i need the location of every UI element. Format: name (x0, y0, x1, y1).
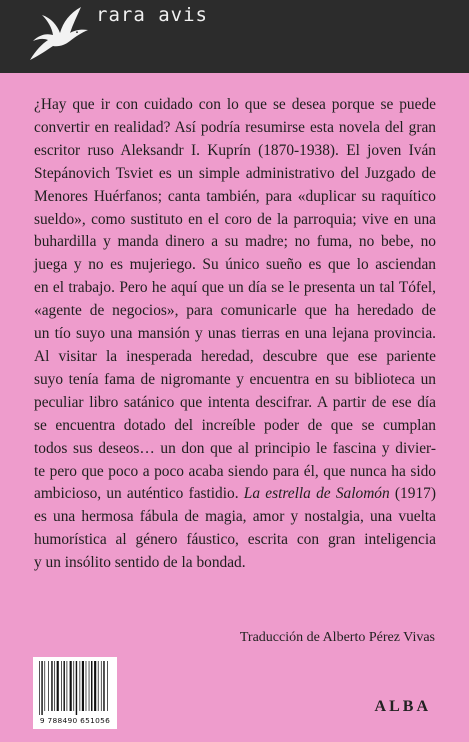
barcode-bars (38, 661, 112, 715)
barcode-bar (91, 661, 92, 711)
isbn-number: 9 788490 651056 (39, 716, 111, 725)
blurb-line: Stepánovich Tsviet es un simple administrativo del Juzgado de (34, 164, 436, 182)
barcode-bar (107, 661, 108, 711)
publisher-logo: ALBA (374, 698, 431, 715)
blurb-line: en el trabajo. Pero he aquí que un día se le presenta un tal Tófel, (34, 279, 436, 297)
barcode-bar (67, 661, 68, 711)
blurb-line: Menores Huérfanos; canta también, para «duplicar su raquítico (34, 187, 436, 205)
barcode-bar (82, 661, 84, 711)
blurb-line: se encuentra dotado del increíble poder de que se cumplan (34, 416, 436, 434)
series-header-band (0, 0, 469, 73)
blurb-line: peculiar libro satánico que intenta descifrar. A partir de ese día (34, 393, 436, 411)
blurb-line-text: ambicioso, un auténtico fastidio. (34, 485, 239, 503)
blurb-line (34, 483, 436, 506)
book-title: La estrella de Salomón (243, 485, 390, 503)
blurb-line: juega y no es mujeriego. Su único sueño es que lo asciendan (34, 256, 436, 274)
barcode-bar (70, 661, 72, 711)
barcode-bar (86, 661, 87, 711)
blurb-line: un tío suyo una mansión y unas tierras en una lejana provincia. (34, 325, 436, 343)
blurb-line: buhardilla y manda dinero a su madre; no fuma, no bebe, no (34, 233, 436, 251)
barcode-bar (103, 661, 104, 711)
blurb-line: «agente de negocios», para comunicarle que ha heredado de (34, 302, 436, 320)
barcode-bar (101, 661, 102, 711)
blurb-line: suyo tenía fama de nigromante y encuentra en su biblioteca un (34, 370, 436, 388)
series-name: rara avis (96, 4, 208, 26)
barcode-bar (48, 661, 49, 711)
bird-icon (26, 4, 92, 62)
barcode-bar (51, 661, 52, 711)
blurb-line: todos sus deseos… un don que al principio le fascina y divier- (34, 439, 436, 457)
barcode-bar (41, 661, 42, 715)
barcode-bar (44, 661, 45, 711)
barcode-bar (57, 661, 59, 711)
barcode-bar (61, 661, 62, 711)
blurb-line: convertir en realidad? Así podría resumirse esta novela del gran (34, 118, 436, 136)
barcode-bar (73, 661, 74, 711)
barcode-bar (98, 661, 99, 711)
blurb-line: humorística al género fáustico, escrita con gran inteligencia (34, 531, 436, 549)
barcode-bar (63, 661, 64, 711)
book-year: (1917) (394, 485, 436, 503)
barcode-bar (54, 661, 55, 711)
isbn-barcode (33, 657, 117, 729)
blurb-line: te pero que poco a poco acaba siendo para él, que nunca ha sido (34, 462, 436, 480)
barcode-bar (39, 661, 40, 715)
barcode-bar (94, 661, 96, 711)
blurb-line: es una hermosa fábula de magia, amor y nostalgia, una vuelta (34, 508, 436, 526)
barcode-bar (89, 661, 90, 711)
back-cover-blurb (34, 94, 436, 575)
blurb-line: y un insólito sentido de la bondad. (34, 554, 246, 572)
barcode-bar (76, 661, 77, 715)
blurb-line: escritor ruso Aleksandr I. Kuprín (1870-1938). El joven Iván (34, 141, 436, 159)
barcode-bar (80, 661, 81, 711)
translator-credit: Traducción de Alberto Pérez Vivas (239, 630, 435, 645)
blurb-line: ¿Hay que ir con cuidado con lo que se desea porque se puede (34, 96, 436, 113)
blurb-line: Al visitar la inesperada heredad, descubre que ese pariente (34, 347, 436, 365)
blurb-line: sueldo», como sustituto en el coro de la parroquia; vive en una (34, 210, 436, 228)
